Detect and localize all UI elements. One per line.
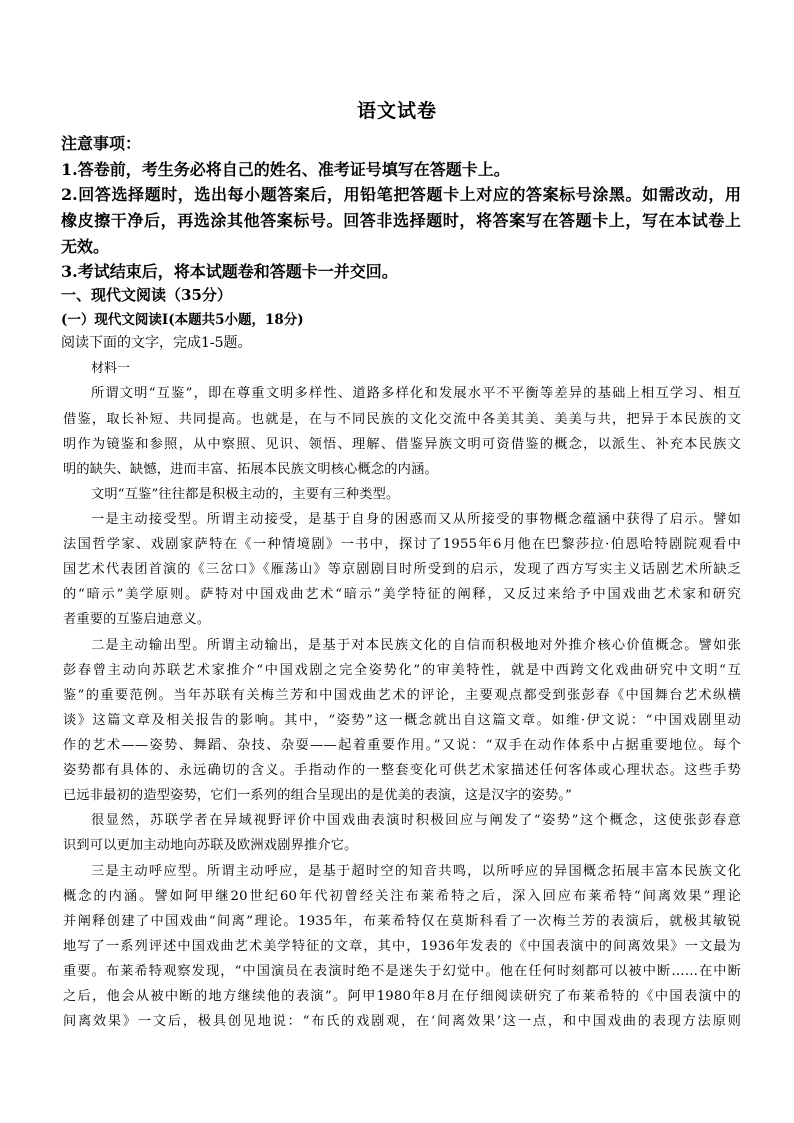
paragraph-line: 明的缺失、缺憾，进而丰富、拓展本民族文明核心概念的内涵。	[63, 462, 438, 477]
paragraph-line: 明作为镜鉴和参照，从中察照、见识、领悟、理解、借鉴异族文明可资借鉴的概念，以派生、补充本民族文	[63, 437, 741, 452]
paragraph-line: 间离效果》一文后，极具创见地说：“布氏的戏剧观，在‘间离效果’这一点，和中国戏曲的表现方法原则	[63, 1014, 741, 1029]
paragraph-line: 概念的内涵。譬如阿甲继20世纪60年代初曾经关注布莱希特之后，深入回应布莱希特“间离效果”理论	[63, 889, 741, 904]
paragraph-line: 一是主动接受型。所谓主动接受，是基于自身的困惑而又从所接受的事物概念蕴涵中获得了启示。譬如	[91, 512, 741, 527]
subsection-heading: (一）现代文阅读Ⅰ(本题共5小题，18分)	[61, 312, 304, 328]
paragraph-line: 并阐释创建了中国戏曲“间离”理论。1935年，布莱希特仅在莫斯科看了一次梅兰芳的表演后，就极其敏锐	[63, 914, 741, 929]
page-title: 语文试卷	[356, 100, 437, 122]
notice-item-2-line-2: 橡皮擦干净后，再选涂其他答案标号。回答非选择题时，将答案写在答题卡上，写在本试卷上	[61, 211, 741, 230]
paragraph-line: 谈》这篇文章及相关报告的影响。其中，“姿势”这一概念就出自这篇文章。如维·伊文说：“中国戏剧里动	[63, 713, 741, 728]
notice-item-2-line-3: 无效。	[61, 237, 110, 256]
paragraph-line: 很显然，苏联学者在异域视野评价中国戏曲表演时积极回应与阐发了“姿势”这个概念，这使张彭春意	[91, 813, 741, 828]
paragraph-line: 借鉴，取长补短、共同提高。也就是，在与不同民族的文化交流中各美其美、美美与共，把异于本民族的文	[63, 412, 741, 427]
paragraph-line: 二是主动输出型。所谓主动输出，是基于对本民族文化的自信而积极地对外推介核心价值概念。譬如张	[91, 638, 741, 653]
paragraph-line: 者重要的互鉴启迪意义。	[63, 612, 211, 627]
paragraph-line: 姿势都有具体的、永远确切的含义。手指动作的一整套变化可供艺术家描述任何客体或心理状态。这些手势	[63, 763, 741, 778]
section-heading: 一、现代文阅读（35分）	[61, 286, 232, 304]
paragraph-line: 文明“互鉴”往往都是积极主动的，主要有三种类型。	[91, 487, 400, 502]
material-label: 材料一	[91, 361, 131, 376]
reading-instruction: 阅读下面的文字，完成1-5题。	[61, 335, 252, 351]
notice-item-1: 1.答卷前，考生务必将自己的姓名、准考证号填写在答题卡上。	[61, 160, 510, 179]
paragraph-line: 地写了一系列评述中国戏曲艺术美学特征的文章，其中，1936年发表的《中国表演中的间离效果》一文最为	[63, 939, 741, 954]
paragraph-line: 彭春曾主动向苏联艺术家推介“中国戏剧之完全姿势化”的审美特性，就是中西跨文化戏曲研究中文明“互	[63, 663, 741, 678]
paragraph-line: 作的艺术——姿势、舞蹈、杂技、杂耍——起着重要作用。”又说：“双手在动作体系中占据重要地位。每个	[63, 738, 741, 753]
paragraph-line: 之后，他会从被中断的地方继续他的表演”。阿甲1980年8月在仔细阅读研究了布莱希特的《中国表演中的	[63, 989, 741, 1004]
paragraph-line: 鉴”的重要范例。当年苏联有关梅兰芳和中国戏曲艺术的评论，主要观点都受到张彭春《中国舞台艺术纵横	[63, 688, 741, 703]
notice-heading: 注意事项：	[61, 134, 142, 153]
paragraph-line: 国艺术代表团首演的《三岔口》《雁荡山》等京剧剧目时所受到的启示，发现了西方写实主义话剧艺术所缺乏	[63, 562, 741, 577]
paragraph-line: 所谓文明“互鉴”，即在尊重文明多样性、道路多样化和发展水平不平衡等差异的基础上相互学习、相互	[91, 386, 741, 401]
paragraph-line: 已远非最初的造型姿势，它们一系列的组合呈现出的是优美的表演，这是汉字的姿势。”	[63, 788, 573, 803]
paragraph-line: 三是主动呼应型。所谓主动呼应，是基于超时空的知音共鸣，以所呼应的异国概念拓展丰富本民族文化	[91, 864, 741, 879]
paragraph-line: 重要。布莱希特观察发现，“中国演员在表演时绝不是迷失于幻觉中。他在任何时刻都可以被中断……在中断	[63, 964, 741, 979]
paragraph-line: 的“暗示”美学原则。萨特对中国戏曲艺术“暗示”美学特征的阐释，又反过来给予中国戏曲艺术家和研究	[63, 587, 741, 602]
notice-item-2-line-1: 2.回答选择题时，选出每小题答案后，用铅笔把答题卡上对应的答案标号涂黑。如需改动，用	[61, 185, 741, 204]
paragraph-line: 法国哲学家、戏剧家萨特在《一种情境剧》一书中，探讨了1955年6月他在巴黎莎拉·伯恩哈特剧院观看中	[63, 537, 741, 552]
paragraph-line: 识到可以更加主动地向苏联及欧洲戏剧界推介它。	[63, 838, 358, 853]
notice-item-3: 3.考试结束后，将本试题卷和答题卡一并交回。	[61, 262, 398, 281]
